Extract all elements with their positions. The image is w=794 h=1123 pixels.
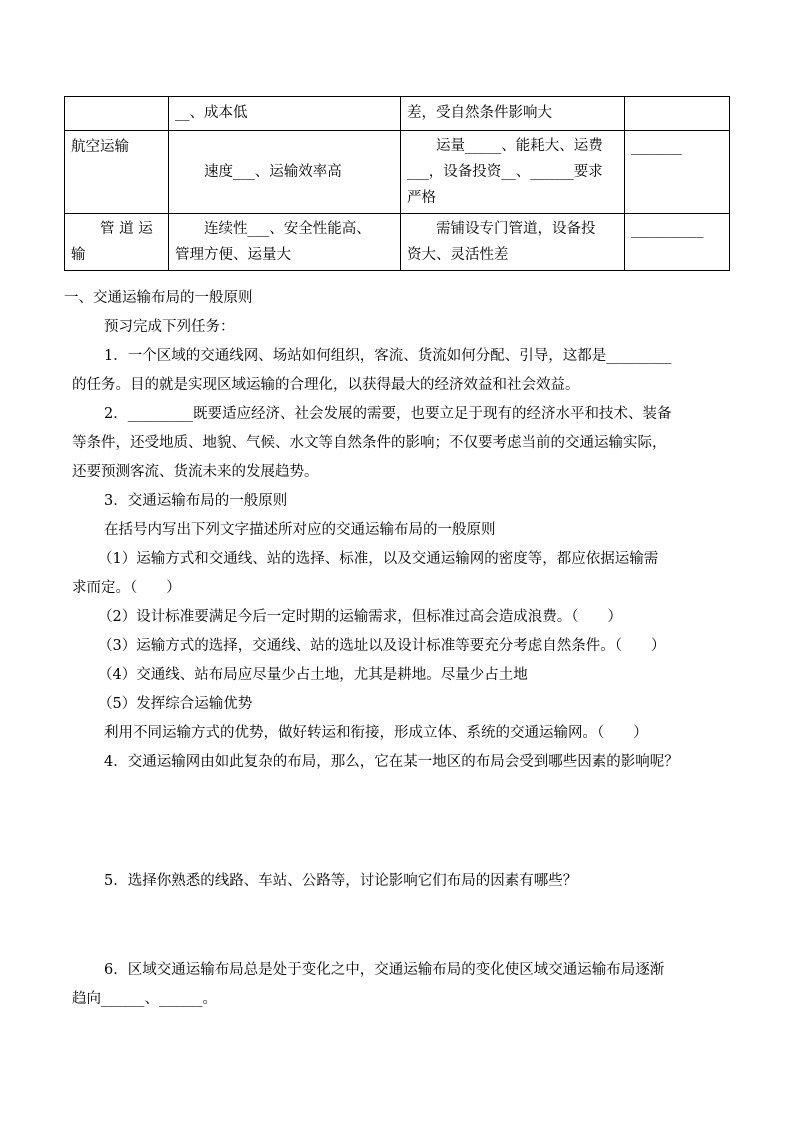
principle-item-2: （2）设计标准要满足今后一定时期的运输需求，但标准过高会造成浪费。（ ） [98,609,622,625]
principle-item-5-desc: 利用不同运输方式的优势，做好转运和衔接，形成立体、系统的交通运输网。（ ） [104,725,648,741]
question-2-line: 还要预测客流、货流未来的发展趋势。 [72,464,319,480]
mode-line: 输 [71,247,86,263]
mode-cell [65,97,169,131]
use-cell [625,97,730,131]
disadvantage-cell [401,214,625,271]
disadvantage-cell [401,131,625,214]
disadvantage-line: 需铺设专门管道，设备投 [436,221,596,237]
principle-item-1: 求而定。（ ） [72,580,181,596]
advantage-line: 连续性___、安全性能高、 [204,221,371,237]
question-3-instruction: 在括号内写出下列文字描述所对应的交通运输布局的一般原则 [104,522,496,538]
advantage-cell [169,214,401,271]
disadvantage-line: ___，设备投资__、______要求 [407,164,603,180]
use-cell: __________ [625,214,730,271]
question-2-line: 2．_________既要适应经济、社会发展的需要，也要立足于现有的经济水平和技术、装备 [104,406,672,422]
question-6-line: 6．区域交通运输布局总是处于变化之中，交通运输布局的变化使区域交通运输布局逐渐 [104,962,665,978]
table-row [65,214,730,271]
question-5: 5．选择你熟悉的线路、车站、公路等，讨论影响它们布局的因素有哪些？ [104,873,578,889]
question-2-line: 等条件，还受地质、地貌、气候、水文等自然条件的影响；不仅要考虑当前的交通运输实际， [72,435,667,451]
principle-item-1: （1）运输方式和交通线、站的选择、标准，以及交通运输网的密度等，都应依据运输需 [98,551,659,567]
question-1-line: 1．一个区域的交通线网、场站如何组织，客流、货流如何分配、引导，这都是_________ [104,348,672,364]
disadvantage-line: 资大、灵活性差 [407,247,509,263]
table-row [65,131,730,214]
principle-item-5: （5）发挥综合运输优势 [98,696,253,712]
section-heading: 一、交通运输布局的一般原则 [64,290,253,306]
question-3-title: 3．交通运输布局的一般原则 [104,493,288,509]
question-1-line: 的任务。目的就是实现区域运输的合理化，以获得最大的经济效益和社会效益。 [72,377,580,393]
question-4: 4．交通运输网由如此复杂的布局，那么，它在某一地区的布局会受到哪些因素的影响呢？ [104,754,679,770]
mode-line: 管 道 运 [100,221,153,237]
disadvantage-cell: 差，受自然条件影响大 [401,97,625,131]
use-cell: _______ [625,131,730,214]
intro-text: 预习完成下列任务： [104,319,235,335]
question-6-line: 趋向______、______。 [72,991,217,1007]
disadvantage-line: 运量_____、能耗大、运费 [436,138,603,154]
advantage-cell: __、成本低 [169,97,401,131]
advantage-text: 速度___、运输效率高 [204,163,342,180]
mode-cell: 航空运输 [65,131,169,214]
transport-comparison-table [64,96,730,271]
disadvantage-line: 严格 [407,190,436,206]
advantage-cell [169,131,401,214]
principle-item-3: （3）运输方式的选择，交通线、站的选址以及设计标准等要充分考虑自然条件。（ ） [98,638,666,654]
mode-cell [65,214,169,271]
principle-item-4: （4）交通线、站布局应尽量少占土地，尤其是耕地。尽量少占土地 [98,667,528,683]
table-row [65,97,730,131]
advantage-line: 管理方便、运量大 [175,247,291,263]
